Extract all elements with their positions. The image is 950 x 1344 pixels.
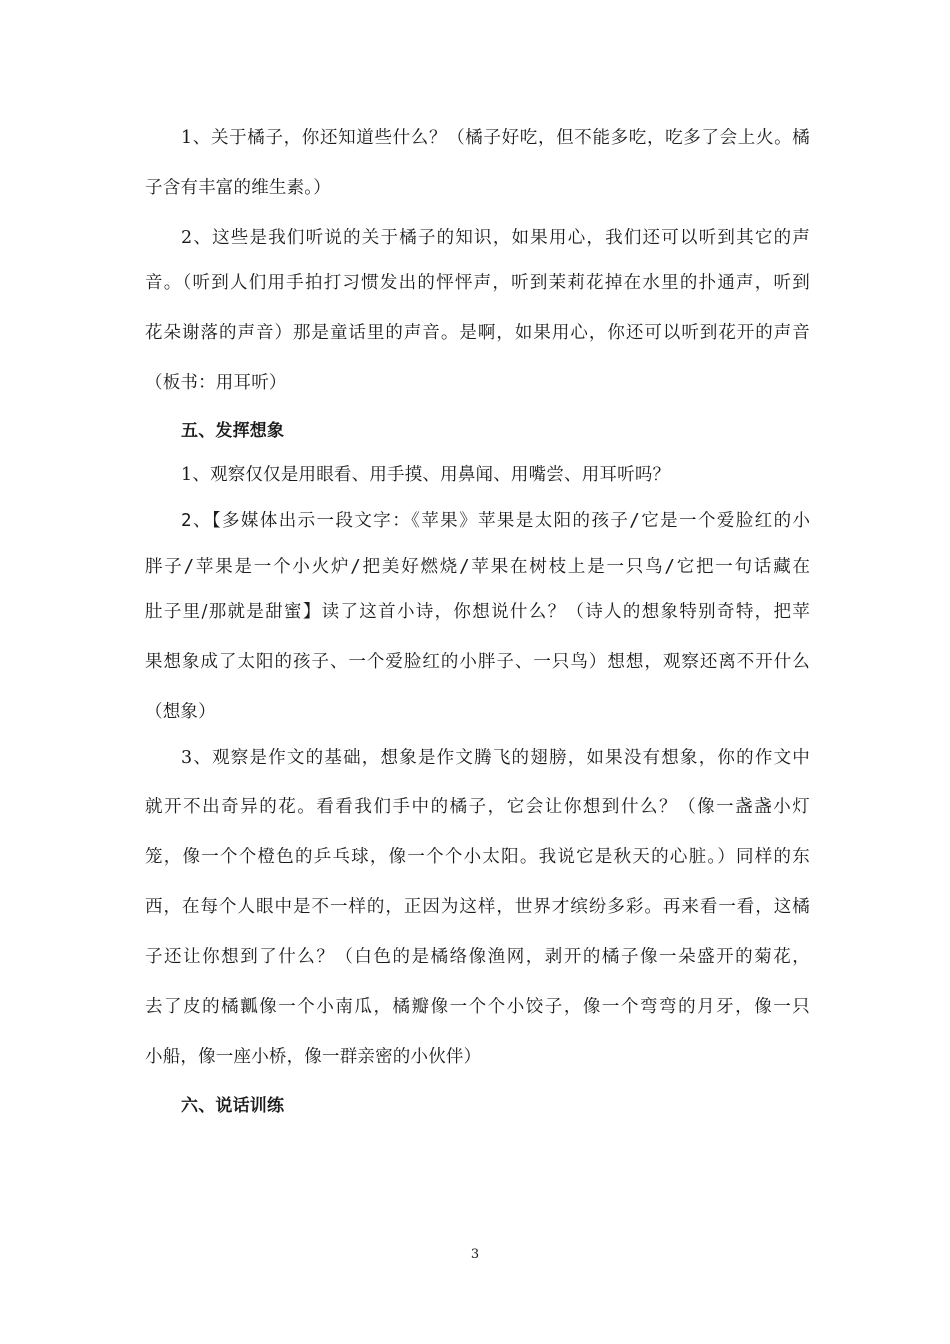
text-line: 3、观察是作文的基础，想象是作文腾飞的翅膀，如果没有想象，你的作文中 [181,748,810,768]
text-line: 果想象成了太阳的孩子、一个爱脸红的小胖子、一只鸟）想想，观察还离不开什么 [145,652,810,672]
text-line: 1、观察仅仅是用眼看、用手摸、用鼻闻、用嘴尝、用耳听吗？ [181,465,671,485]
section-heading: 六、说话训练 [181,1096,285,1116]
text-line: 去了皮的橘瓤像一个小南瓜，橘瓣像一个个小饺子，像一个弯弯的月牙，像一只 [145,997,810,1017]
text-line: （想象） [145,702,216,722]
section-heading: 五、发挥想象 [181,421,285,441]
text-line: 就开不出奇异的花。看看我们手中的橘子，它会让你想到什么？（像一盏盏小灯 [145,797,810,817]
text-line: 肚子里/那就是甜蜜】读了这首小诗，你想说什么？（诗人的想象特别奇特，把苹 [145,602,810,622]
text-line: 2、这些是我们听说的关于橘子的知识，如果用心，我们还可以听到其它的声 [181,228,810,248]
text-line: 音。（听到人们用手拍打习惯发出的怦怦声，听到茉莉花掉在水里的扑通声，听到 [145,273,810,293]
text-line: 胖子/苹果是一个小火炉/把美好燃烧/苹果在树枝上是一只鸟/它把一句话藏在 [145,557,810,577]
text-line: 小船，像一座小桥，像一群亲密的小伙伴） [145,1047,482,1067]
text-line: 西，在每个人眼中是不一样的，正因为这样，世界才缤纷多彩。再来看一看，这橘 [145,897,810,917]
text-line: 1、关于橘子，你还知道些什么？（橘子好吃，但不能多吃，吃多了会上火。橘 [181,128,810,148]
page-number: 3 [470,1247,480,1262]
text-line: 花朵谢落的声音）那是童话里的声音。是啊，如果用心，你还可以听到花开的声音 [145,323,810,343]
text-line: 2、【多媒体出示一段文字：《苹果》苹果是太阳的孩子/它是一个爱脸红的小 [181,511,810,531]
text-line: 子含有丰富的维生素。） [145,178,331,198]
text-line: （板书：用耳听） [145,373,287,393]
text-line: 子还让你想到了什么？（白色的是橘络像渔网，剥开的橘子像一朵盛开的菊花， [145,947,810,967]
text-line: 笼，像一个个橙色的乒乓球，像一个个小太阳。我说它是秋天的心脏。）同样的东 [145,847,810,867]
